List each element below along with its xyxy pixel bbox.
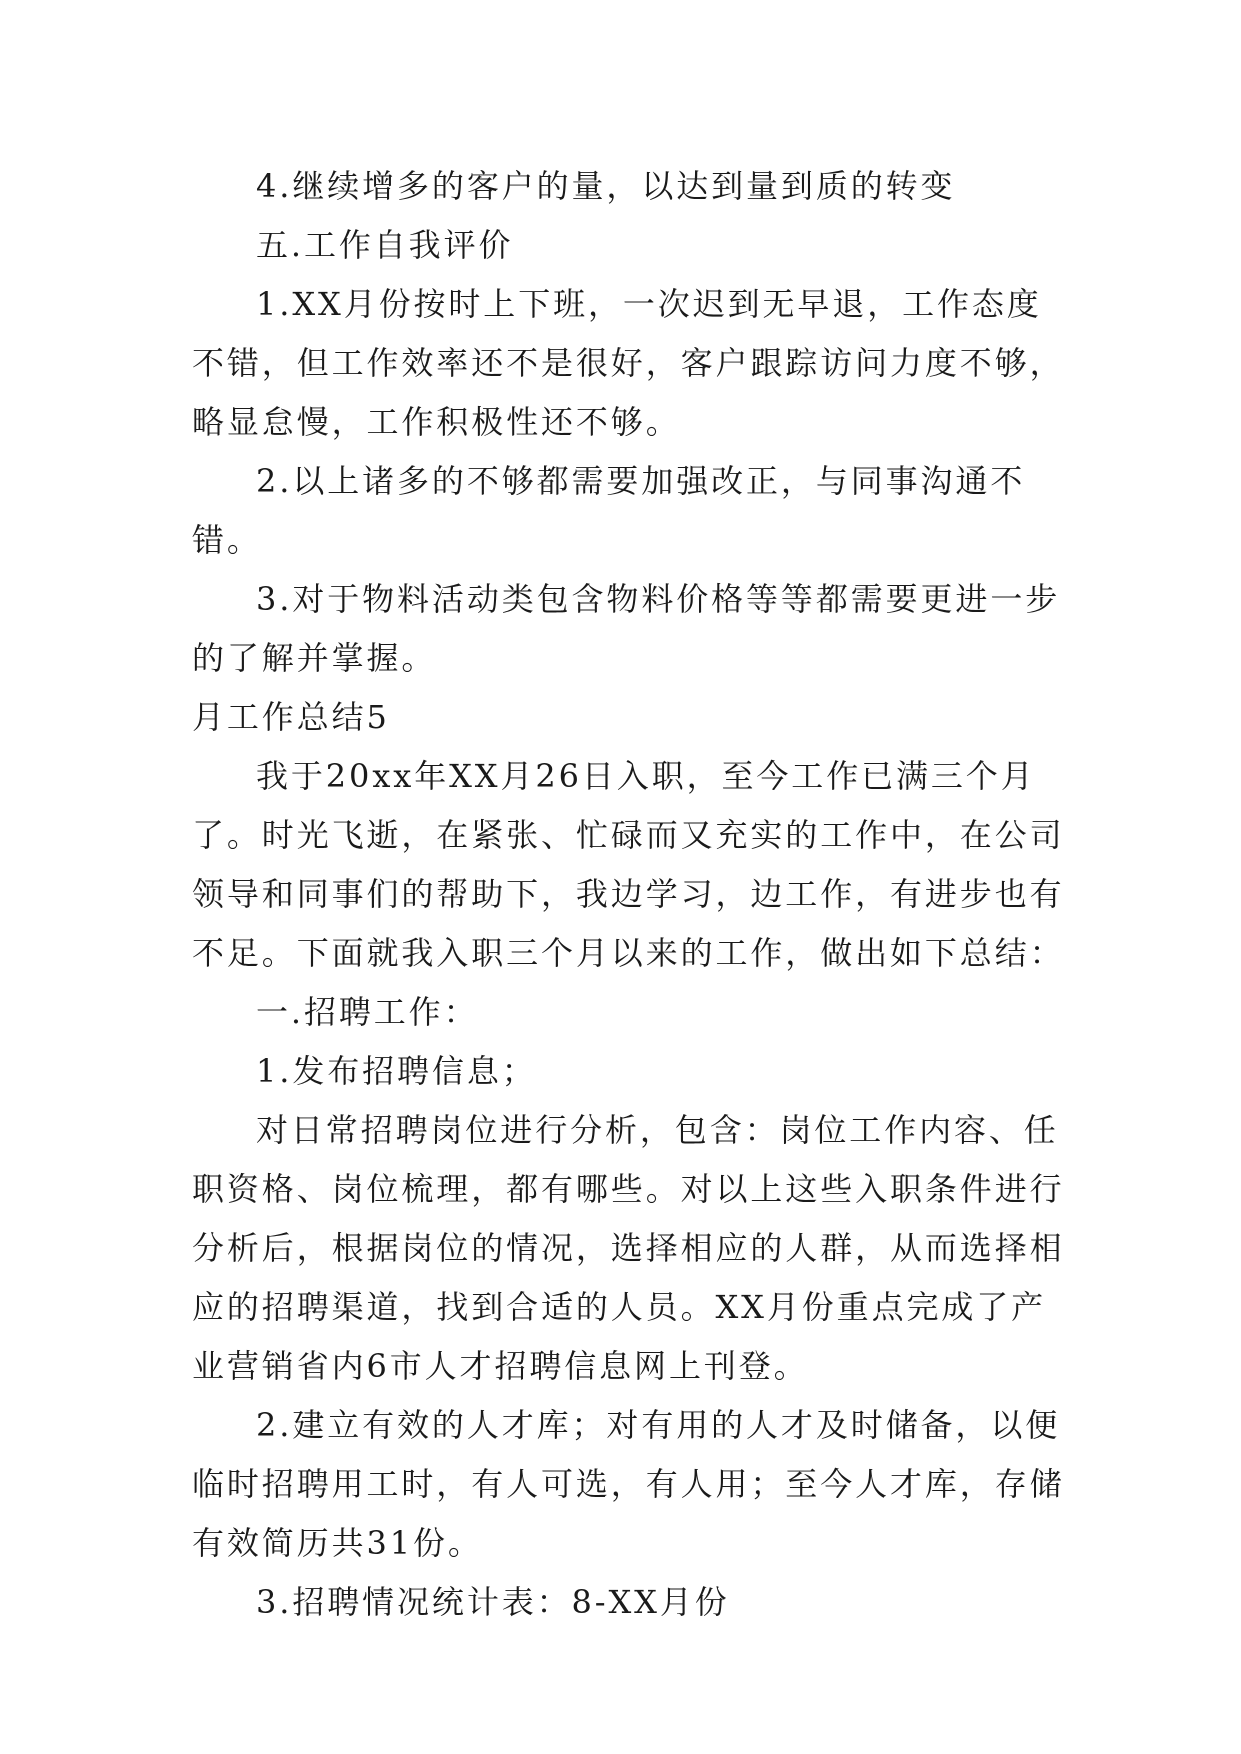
document-title-summary-5: 月工作总结5 — [192, 698, 390, 736]
paragraph-continue-customers: 4.继续增多的客户的量，以达到量到质的转变 — [256, 167, 956, 205]
paragraph-recruitment-stats: 3.招聘情况统计表：8-XX月份 — [256, 1583, 730, 1621]
paragraph-talent-pool: 2.建立有效的人才库；对有用的人才及时储备，以便临时招聘用工时，有人可选，有人用；至今人才库，存储有效简历共31份。 — [192, 1406, 1065, 1562]
paragraph-evaluation-1: 1.XX月份按时上下班，一次迟到无早退，工作态度不错，但工作效率还不是很好，客户跟踪访问力度不够，略显怠慢，工作积极性还不够。 — [192, 285, 1065, 441]
section-heading-self-evaluation: 五.工作自我评价 — [256, 226, 514, 264]
subheading-publish-recruitment: 1.发布招聘信息； — [256, 1052, 537, 1090]
document-body — [192, 157, 1072, 1632]
paragraph-evaluation-3: 3.对于物料活动类包含物料价格等等都需要更进一步的了解并掌握。 — [192, 580, 1061, 677]
paragraph-recruitment-analysis: 对日常招聘岗位进行分析，包含：岗位工作内容、任职资格、岗位梳理，都有哪些。对以上这些入职条件进行分析后，根据岗位的情况，选择相应的人群，从而选择相应的招聘渠道，找到合适的人员。XX月份重点完成了产业营销省内6市人才招聘信息网上刊登。 — [192, 1111, 1065, 1385]
section-heading-recruitment: 一.招聘工作： — [256, 993, 479, 1031]
paragraph-intro: 我于20xx年XX月26日入职，至今工作已满三个月了。时光飞逝，在紧张、忙碌而又充实的工作中，在公司领导和同事们的帮助下，我边学习，边工作，有进步也有不足。下面就我入职三个月以来的工作，做出如下总结： — [192, 757, 1065, 972]
paragraph-evaluation-2: 2.以上诸多的不够都需要加强改正，与同事沟通不错。 — [192, 462, 1026, 559]
